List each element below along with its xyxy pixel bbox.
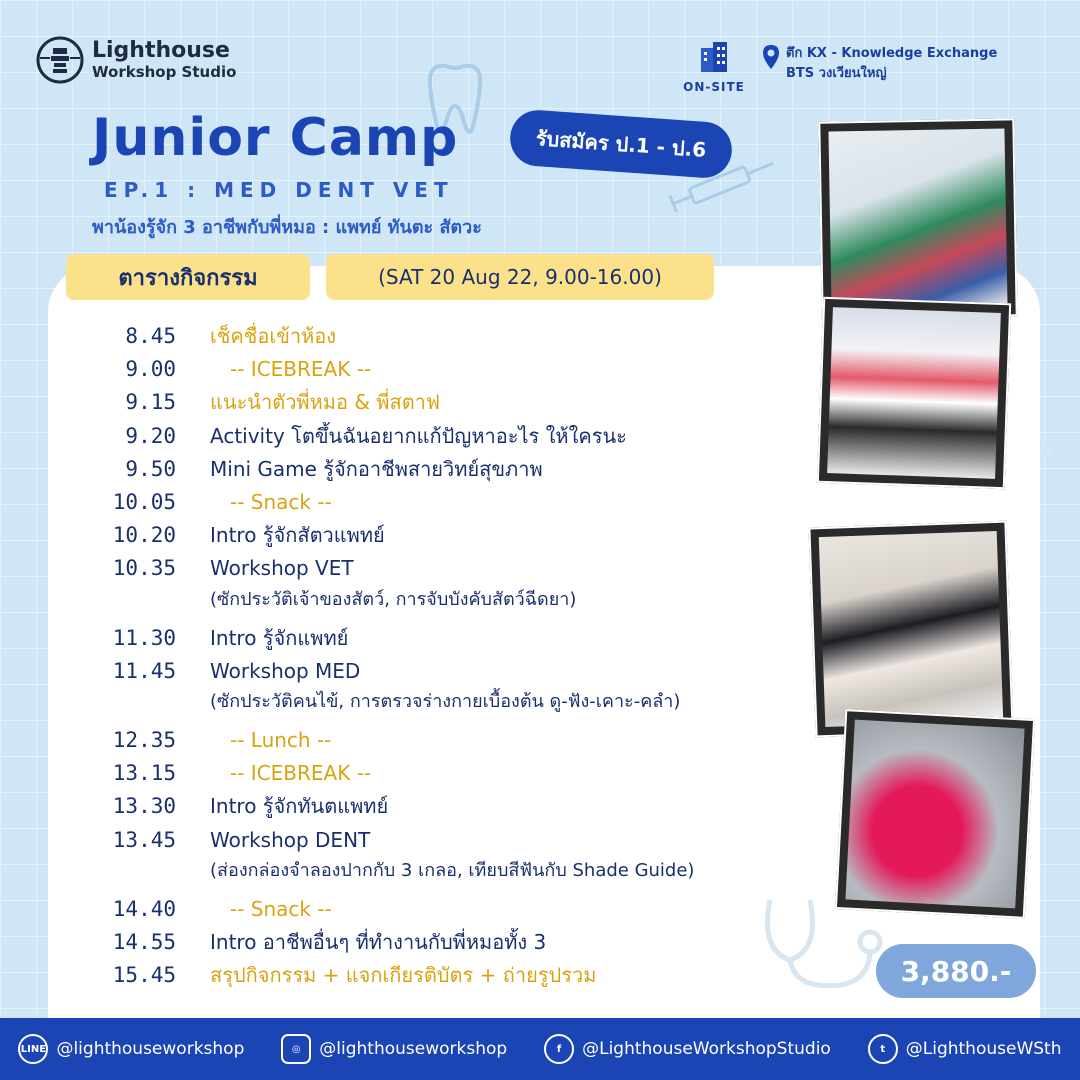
location-pin-icon [762, 44, 780, 70]
footer-twitter-handle: @LighthouseWSth [905, 1039, 1062, 1059]
schedule-activity-detail: (ซักประวัติคนไข้, การตรวจร่างกายเบื้องต้น ดู-ฟัง-เคาะ-คลำ) [210, 691, 681, 712]
schedule-row [0, 655, 780, 687]
schedule-activity: Workshop MED [210, 658, 361, 683]
schedule-row [0, 420, 780, 452]
episode-subtitle: EP.1 : MED DENT VET [104, 178, 454, 202]
schedule-row [0, 893, 780, 925]
schedule-time: 9.15 [125, 390, 176, 415]
enroll-badge: รับสมัคร ป.1 - ป.6 [508, 108, 733, 179]
schedule-activity: สรุปกิจกรรม + แจกเกียรติบัตร + ถ่ายรูปรวม [210, 963, 597, 988]
schedule-activity: Intro รู้จักแพทย์ [210, 625, 349, 650]
onsite-block [678, 40, 750, 94]
schedule-row [0, 926, 780, 958]
footer-instagram[interactable] [281, 1034, 507, 1064]
date-label: (SAT 20 Aug 22, 9.00-16.00) [326, 254, 714, 300]
schedule-activity: -- Snack -- [230, 490, 332, 514]
footer-bar [0, 1018, 1080, 1080]
page-title: Junior Camp [92, 108, 459, 168]
schedule-time: 9.00 [125, 357, 176, 382]
schedule-activity: -- ICEBREAK -- [230, 761, 372, 786]
brand-sub: Workshop Studio [92, 63, 237, 81]
schedule-row [0, 320, 780, 352]
onsite-label: ON-SITE [683, 80, 745, 94]
schedule-time: 10.05 [112, 490, 176, 514]
schedule-label: ตารางกิจกรรม [66, 254, 310, 300]
schedule-row [0, 724, 780, 756]
schedule-time: 14.55 [112, 930, 176, 954]
schedule-row [0, 552, 780, 584]
price-badge: 3,880.- [876, 944, 1036, 998]
schedule-row [0, 757, 780, 789]
schedule-activity: -- ICEBREAK -- [230, 357, 372, 382]
schedule-row [0, 824, 780, 856]
brand-name: Lighthouse [92, 38, 230, 63]
schedule-row [0, 622, 780, 654]
schedule-row [0, 353, 780, 385]
footer-line-handle: @lighthouseworkshop [56, 1039, 245, 1059]
footer-line[interactable] [18, 1034, 244, 1064]
schedule-activity: Mini Game รู้จักอาชีพสายวิทย์สุขภาพ [210, 456, 543, 481]
schedule-row [0, 386, 780, 418]
instagram-icon: ◎ [281, 1034, 311, 1064]
schedule-activity: Intro รู้จักสัตวแพทย์ [210, 523, 385, 548]
location-line-2: BTS วงเวียนใหญ่ [786, 66, 887, 81]
schedule-row [0, 959, 780, 991]
schedule-time: 9.50 [125, 456, 176, 481]
schedule-activity: Workshop VET [210, 556, 354, 581]
schedule-activity: -- Lunch -- [230, 728, 332, 752]
schedule-activity: Intro รู้จักทันตแพทย์ [210, 794, 389, 819]
footer-facebook-handle: @LighthouseWorkshopStudio [582, 1039, 831, 1059]
schedule-activity: Intro อาชีพอื่นๆ ที่ทำงานกับพี่หมอทั้ง 3 [210, 930, 547, 954]
building-icon [697, 40, 731, 74]
schedule-time: 10.35 [112, 556, 176, 581]
schedule-activity: เช็คชื่อเข้าห้อง [210, 324, 337, 348]
schedule-time: 11.45 [112, 658, 176, 683]
schedule-time: 13.30 [112, 794, 176, 819]
schedule-time: 15.45 [112, 963, 176, 988]
location-block [762, 44, 997, 84]
schedule-time: 12.35 [112, 728, 176, 752]
photo-film-4 [835, 709, 1035, 919]
schedule-row [0, 519, 780, 551]
location-line-1: ตึก KX - Knowledge Exchange [786, 46, 998, 61]
schedule-time: 9.20 [125, 423, 176, 448]
schedule-time: 10.20 [112, 523, 176, 548]
schedule-time: 11.30 [112, 625, 176, 650]
facebook-icon: f [544, 1034, 574, 1064]
schedule-time: 13.15 [112, 761, 176, 786]
twitter-icon: t [868, 1034, 898, 1064]
photo-film-3 [808, 521, 1013, 738]
schedule-row [0, 486, 780, 518]
schedule-activity: -- Snack -- [230, 896, 332, 921]
schedule-time: 14.40 [112, 896, 176, 921]
schedule-row [0, 453, 780, 485]
schedule-time: 13.45 [112, 827, 176, 852]
schedule-activity: Activity โตขึ้นฉันอยากแก้ปัญหาอะไร ให้ใครนะ [210, 423, 627, 448]
tagline: พาน้องรู้จัก 3 อาชีพกับพี่หมอ : แพทย์ ทันตะ สัตวะ [92, 217, 482, 238]
schedule-time: 8.45 [125, 324, 176, 348]
footer-instagram-handle: @lighthouseworkshop [319, 1039, 508, 1059]
schedule-activity: แนะนำตัวพี่หมอ & พี่สตาฟ [210, 390, 441, 415]
lighthouse-icon [36, 36, 84, 84]
schedule-row [0, 790, 780, 822]
footer-facebook[interactable] [544, 1034, 831, 1064]
schedule-activity-detail: (ซักประวัติเจ้าของสัตว์, การจับบังคับสัตว์ฉีดยา) [210, 588, 577, 610]
photo-film-2 [817, 297, 1011, 489]
schedule-activity-detail: (ส่องกล่องจำลองปากกับ 3 เกลอ, เทียบสีฟันกับ Shade Guide) [210, 859, 695, 881]
schedule-activity: Workshop DENT [210, 827, 371, 852]
line-icon: LINE [18, 1034, 48, 1064]
footer-twitter[interactable] [868, 1034, 1062, 1064]
photo-film-1 [818, 118, 1017, 319]
brand-logo [36, 36, 236, 84]
